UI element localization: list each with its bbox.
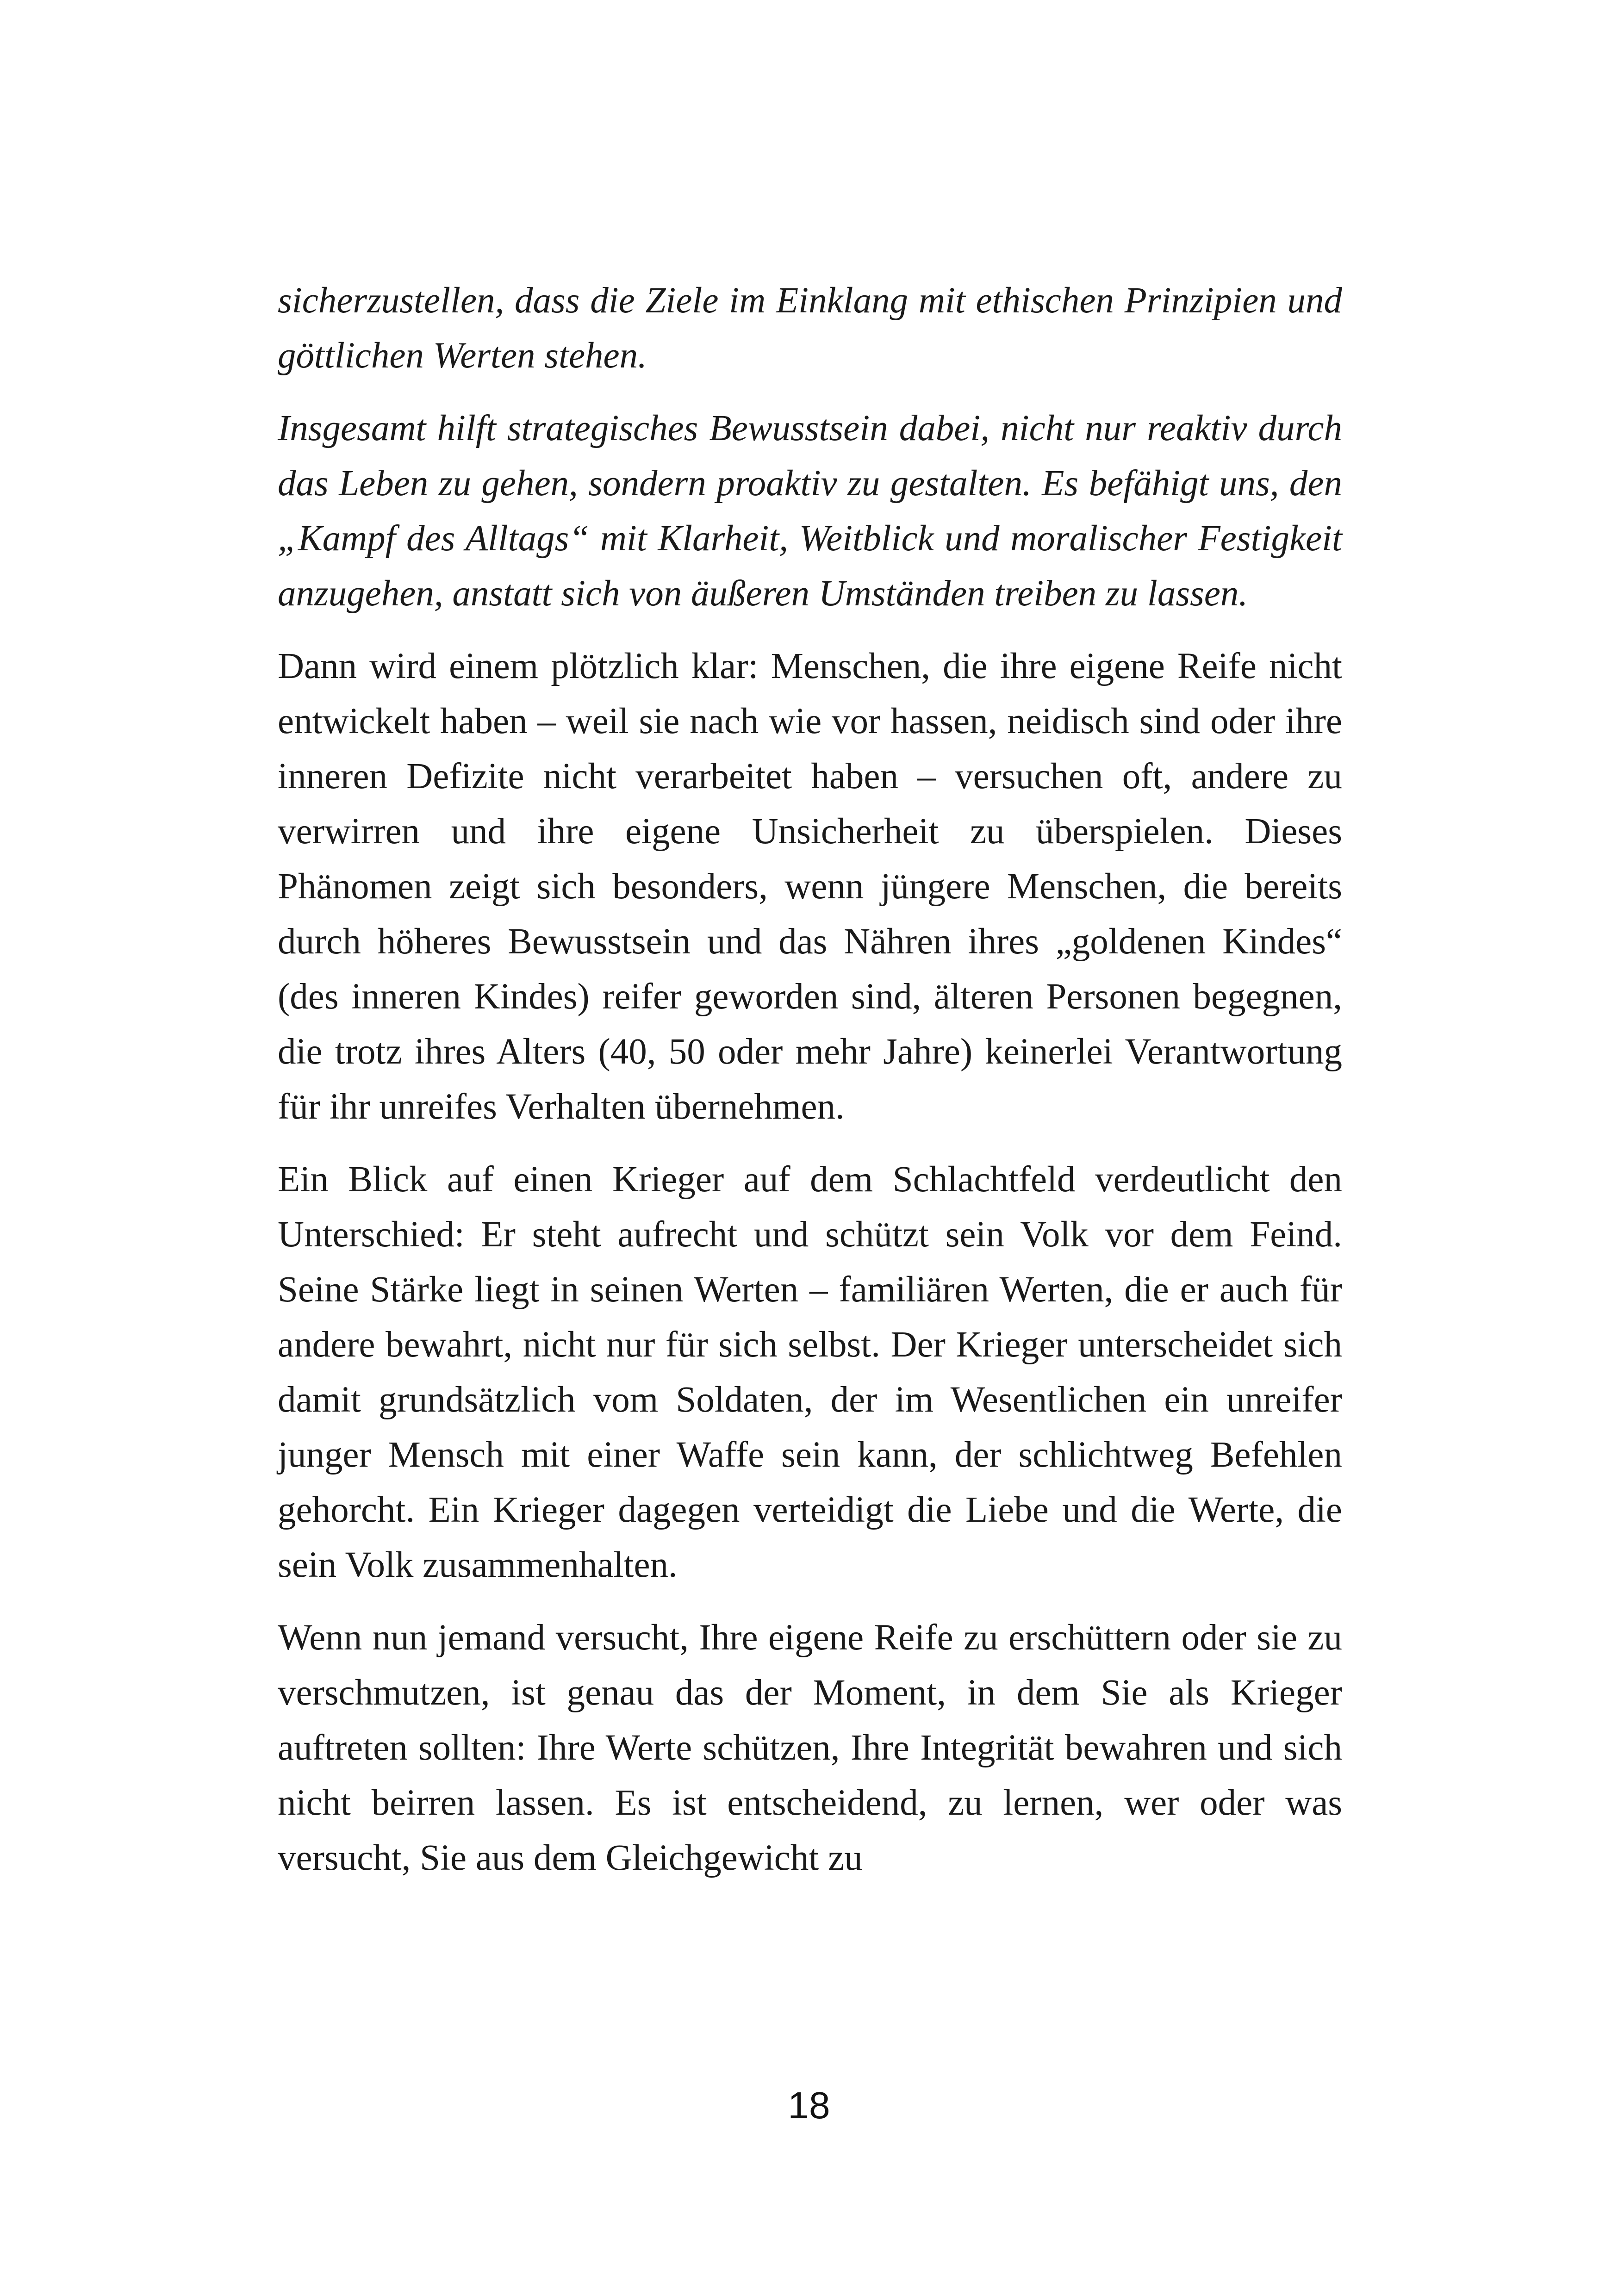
paragraph-2: Insgesamt hilft strategisches Bewusstsein dabei, nicht nur reaktiv durch das Leben zu gehen, sondern proaktiv zu gestalten. Es befähigt uns, den „Kampf des Alltags“ mit Klarheit, Weitblick und moralischer Festigkeit anzugehen, anstatt sich von äußeren Umständen treiben zu lassen. [278,408,1342,614]
body-text [278,273,1342,1903]
paragraph-4: Ein Blick auf einen Krieger auf dem Schlachtfeld verdeutlicht den Unterschied: Er steht aufrecht und schützt sein Volk vor dem Feind. Seine Stärke liegt in seinen Werten – familiären Werten, die er auch für andere bewahrt, nicht nur für sich selbst. Der Krieger unterscheidet sich damit grundsätzlich vom Soldaten, der im Wesentlichen ein unreifer junger Mensch mit einer Waffe sein kann, der schlichtweg Befehlen gehorcht. Ein Krieger dagegen verteidigt die Liebe und die Werte, die sein Volk zusammenhalten. [278,1159,1342,1585]
paragraph-1: sicherzustellen, dass die Ziele im Einklang mit ethischen Prinzipien und göttlichen Werten stehen. [278,280,1342,376]
page-number: 18 [788,2084,830,2127]
paragraph-5: Wenn nun jemand versucht, Ihre eigene Reife zu erschüttern oder sie zu verschmutzen, ist genau das der Moment, in dem Sie als Krieger auftreten sollten: Ihre Werte schützen, Ihre Integrität bewahren und sich nicht beirren lassen. Es ist entscheidend, zu lernen, wer oder was versucht, Sie aus dem Gleichgewicht zu [278,1618,1342,1878]
paragraph-3: Dann wird einem plötzlich klar: Menschen, die ihre eigene Reife nicht entwickelt haben – weil sie nach wie vor hassen, neidisch sind oder ihre inneren Defizite nicht verarbeitet haben – versuchen oft, andere zu verwirren und ihre eigene Unsicherheit zu überspielen. Dieses Phänomen zeigt sich besonders, wenn jüngere Menschen, die bereits durch höheres Bewusstsein und das Nähren ihres „goldenen Kindes“ (des inneren Kindes) reifer geworden sind, älteren Personen begegnen, die trotz ihres Alters (40, 50 oder mehr Jahre) keinerlei Verantwortung für ihr unreifes Verhalten übernehmen. [278,646,1342,1127]
